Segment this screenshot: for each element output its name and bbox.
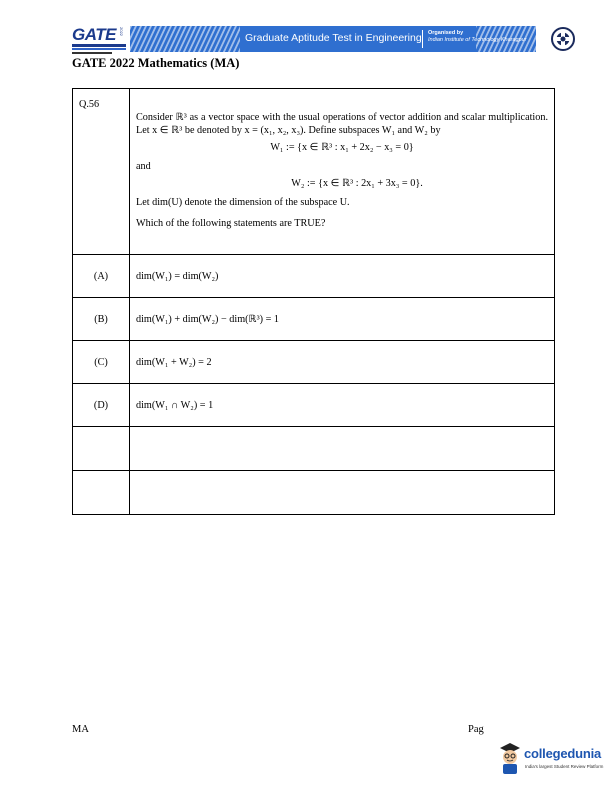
gate-logo-text: GATE [72, 25, 116, 44]
banner-title: Graduate Aptitude Test in Engineering [245, 32, 422, 44]
gate-logo-subline [72, 52, 112, 54]
option-row [73, 341, 555, 384]
gate-logo [72, 26, 128, 54]
blank-row [73, 471, 555, 515]
organiser-name: Indian Institute of Technology Kharagpur [428, 37, 527, 43]
banner-divider [422, 30, 423, 48]
option-row [73, 298, 555, 341]
option-label: (A) [73, 255, 130, 298]
option-label: (D) [73, 384, 130, 427]
footer-page-label: Pag [468, 724, 484, 735]
collegedunia-brand: collegedunia [524, 746, 602, 761]
gate-logo-year: 2022 [119, 27, 124, 36]
page-header [72, 24, 578, 56]
blank-cell [130, 471, 555, 515]
blank-cell [130, 427, 555, 471]
option-label: (B) [73, 298, 130, 341]
option-text: dim(W₁ + W₂) = 2 [130, 341, 555, 384]
question-table [72, 88, 555, 515]
question-stem [130, 89, 555, 255]
question-stem-row [73, 89, 555, 255]
equation-w2: W₂ := {x ∈ ℝ³ : 2x₁ + 3x₃ = 0}. [291, 178, 423, 189]
collegedunia-tagline: India's largest Student Review Platform [525, 764, 604, 769]
blank-cell [73, 427, 130, 471]
banner-organiser [428, 30, 527, 44]
equation-w1: W₁ := {x ∈ ℝ³ : x₁ + 2x₂ − x₃ = 0} [270, 142, 414, 153]
question-number: Q.56 [73, 89, 130, 255]
blank-cell [73, 471, 130, 515]
gate-logo-bar-secondary [72, 48, 126, 50]
dimension-note: Let dim(U) denote the dimension of the subspace U. [136, 197, 350, 208]
organised-by-label: Organised by [428, 30, 464, 36]
gate-logo-bar [72, 44, 126, 47]
stem-text: Consider ℝ³ as a vector space with the usual operations of vector addition and scalar multiplication. Let x ∈ ℝ³ be denoted by x = (x₁, x₂, x₃). Define subspaces W₁ and W₂ by [136, 112, 548, 136]
graduate-mascot-icon [498, 740, 522, 776]
iit-kgp-emblem-icon [550, 26, 576, 52]
option-text: dim(W₁) = dim(W₂) [130, 255, 555, 298]
header-banner [130, 26, 536, 52]
question-prompt: Which of the following statements are TRUE? [136, 218, 326, 229]
option-text: dim(W₁) + dim(W₂) − dim(ℝ³) = 1 [130, 298, 555, 341]
option-text: dim(W₁ ∩ W₂) = 1 [130, 384, 555, 427]
and-text: and [136, 161, 151, 172]
option-label: (C) [73, 341, 130, 384]
collegedunia-logo[interactable] [498, 740, 608, 780]
page-title: GATE 2022 Mathematics (MA) [72, 56, 240, 70]
footer-paper-code: MA [72, 724, 89, 735]
blank-row [73, 427, 555, 471]
option-row [73, 384, 555, 427]
option-row [73, 255, 555, 298]
